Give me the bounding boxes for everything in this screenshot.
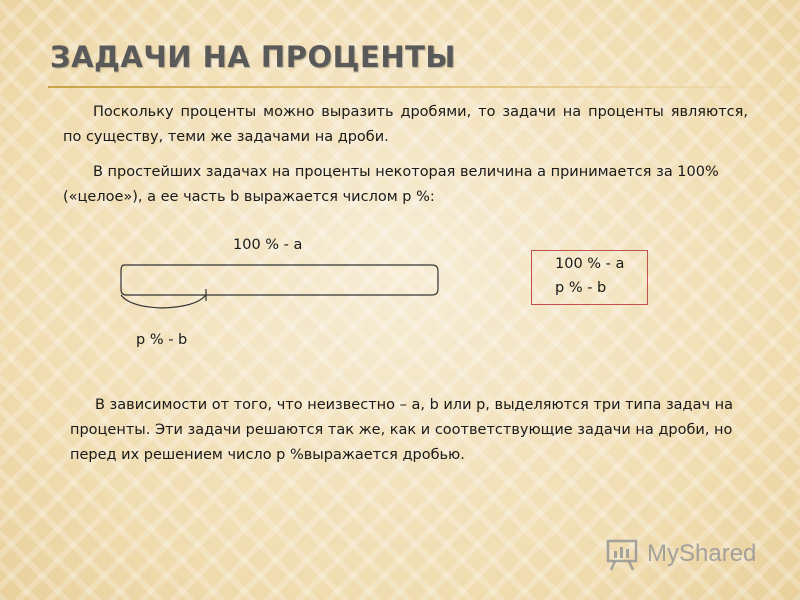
segment-diagram bbox=[112, 255, 452, 315]
proportion-line-1: 100 % - a bbox=[555, 256, 625, 272]
page-title: ЗАДАЧИ НА ПРОЦЕНТЫ bbox=[50, 40, 456, 74]
whole-segment bbox=[121, 265, 438, 295]
title-underline bbox=[48, 86, 800, 88]
myshared-watermark bbox=[605, 538, 775, 572]
paragraph-definition: В простейших задачах на проценты некоторая величина a принимается за 100% («целое»), а ее часть b выражается числом p %: bbox=[63, 164, 719, 205]
diagram-whole-label: 100 % - a bbox=[233, 237, 303, 253]
watermark-text: MyShared bbox=[647, 540, 757, 567]
part-arc bbox=[121, 295, 206, 308]
diagram-part-label: p % - b bbox=[136, 332, 188, 348]
proportion-box bbox=[531, 250, 648, 305]
paragraph-types: В зависимости от того, что неизвестно – a, b или p, выделяются три типа задач на проценты. Эти задачи решаются так же, как и соответствующие задачи на дроби, но перед их решением число p %выражается дробью. bbox=[70, 397, 733, 463]
proportion-line-2: p % - b bbox=[555, 280, 607, 296]
presentation-board-icon bbox=[605, 538, 641, 572]
paragraph-intro: Поскольку проценты можно выразить дробями, то задачи на проценты являются, по существу, теми же задачами на дроби. bbox=[63, 104, 748, 145]
